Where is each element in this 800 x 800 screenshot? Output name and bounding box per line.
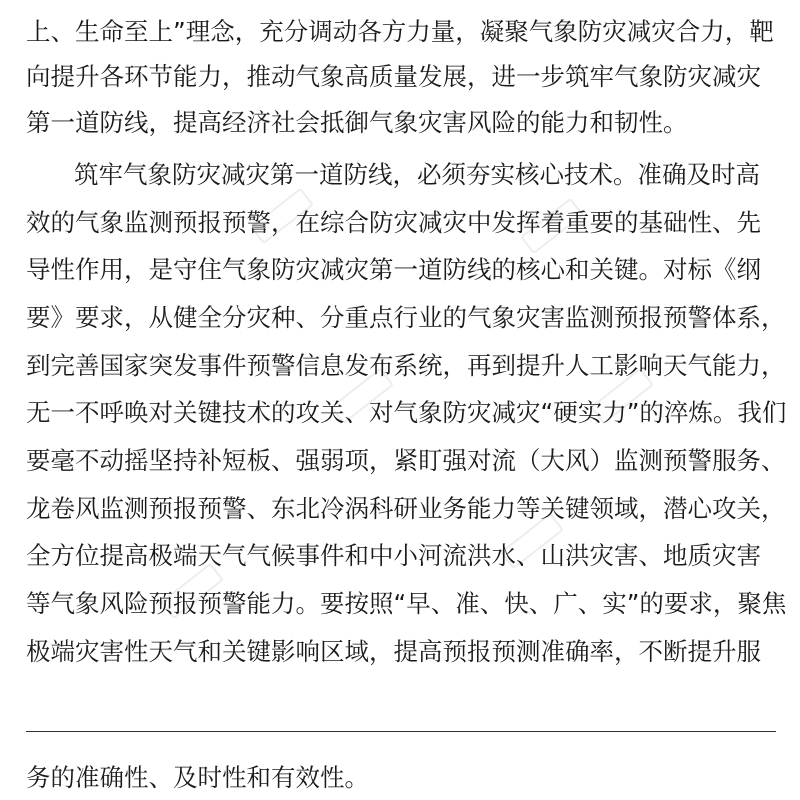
text-line: 向提升各环节能力，推动气象高质量发展，进一步筑牢气象防灾减灾 <box>26 62 761 91</box>
text-line: 全方位提高极端天气气候事件和中小河流洪水、山洪灾害、地质灾害 <box>26 541 761 570</box>
paragraph-first-line: 筑牢气象防灾减灾第一道防线，必须夯实核心技术。准确及时高 <box>74 160 760 189</box>
text-line: 效的气象监测预报预警，在综合防灾减灾中发挥着重要的基础性、先 <box>26 208 761 237</box>
text-line: 导性作用，是守住气象防灾减灾第一道防线的核心和关键。对标《纲 <box>26 255 761 284</box>
text-line: 第一道防线，提高经济社会抵御气象灾害风险的能力和韧性。 <box>26 108 688 137</box>
section-divider <box>26 731 776 732</box>
text-line: 无一不呼唤对关键技术的攻关、对气象防灾减灾“硬实力”的淬炼。我们 <box>26 398 787 427</box>
text-line: 要》要求，从健全分灾种、分重点行业的气象灾害监测预报预警体系， <box>26 303 786 332</box>
text-line: 到完善国家突发事件预警信息发布系统，再到提升人工影响天气能力， <box>26 351 786 380</box>
continuation-line: 务的准确性、及时性和有效性。 <box>26 763 369 792</box>
text-line: 极端灾害性天气和关键影响区域，提高预报预测准确率，不断提升服 <box>26 637 761 666</box>
text-line: 等气象风险预报预警能力。要按照“早、准、快、广、实”的要求，聚焦 <box>26 589 787 618</box>
text-line: 上、生命至上”理念，充分调动各方力量，凝聚气象防灾减灾合力，靶 <box>26 17 774 46</box>
text-line: 要毫不动摇坚持补短板、强弱项，紧盯强对流（大风）监测预警服务、 <box>26 446 786 475</box>
text-line: 龙卷风监测预报预警、东北冷涡科研业务能力等关键领域，潜心攻关， <box>26 494 786 523</box>
